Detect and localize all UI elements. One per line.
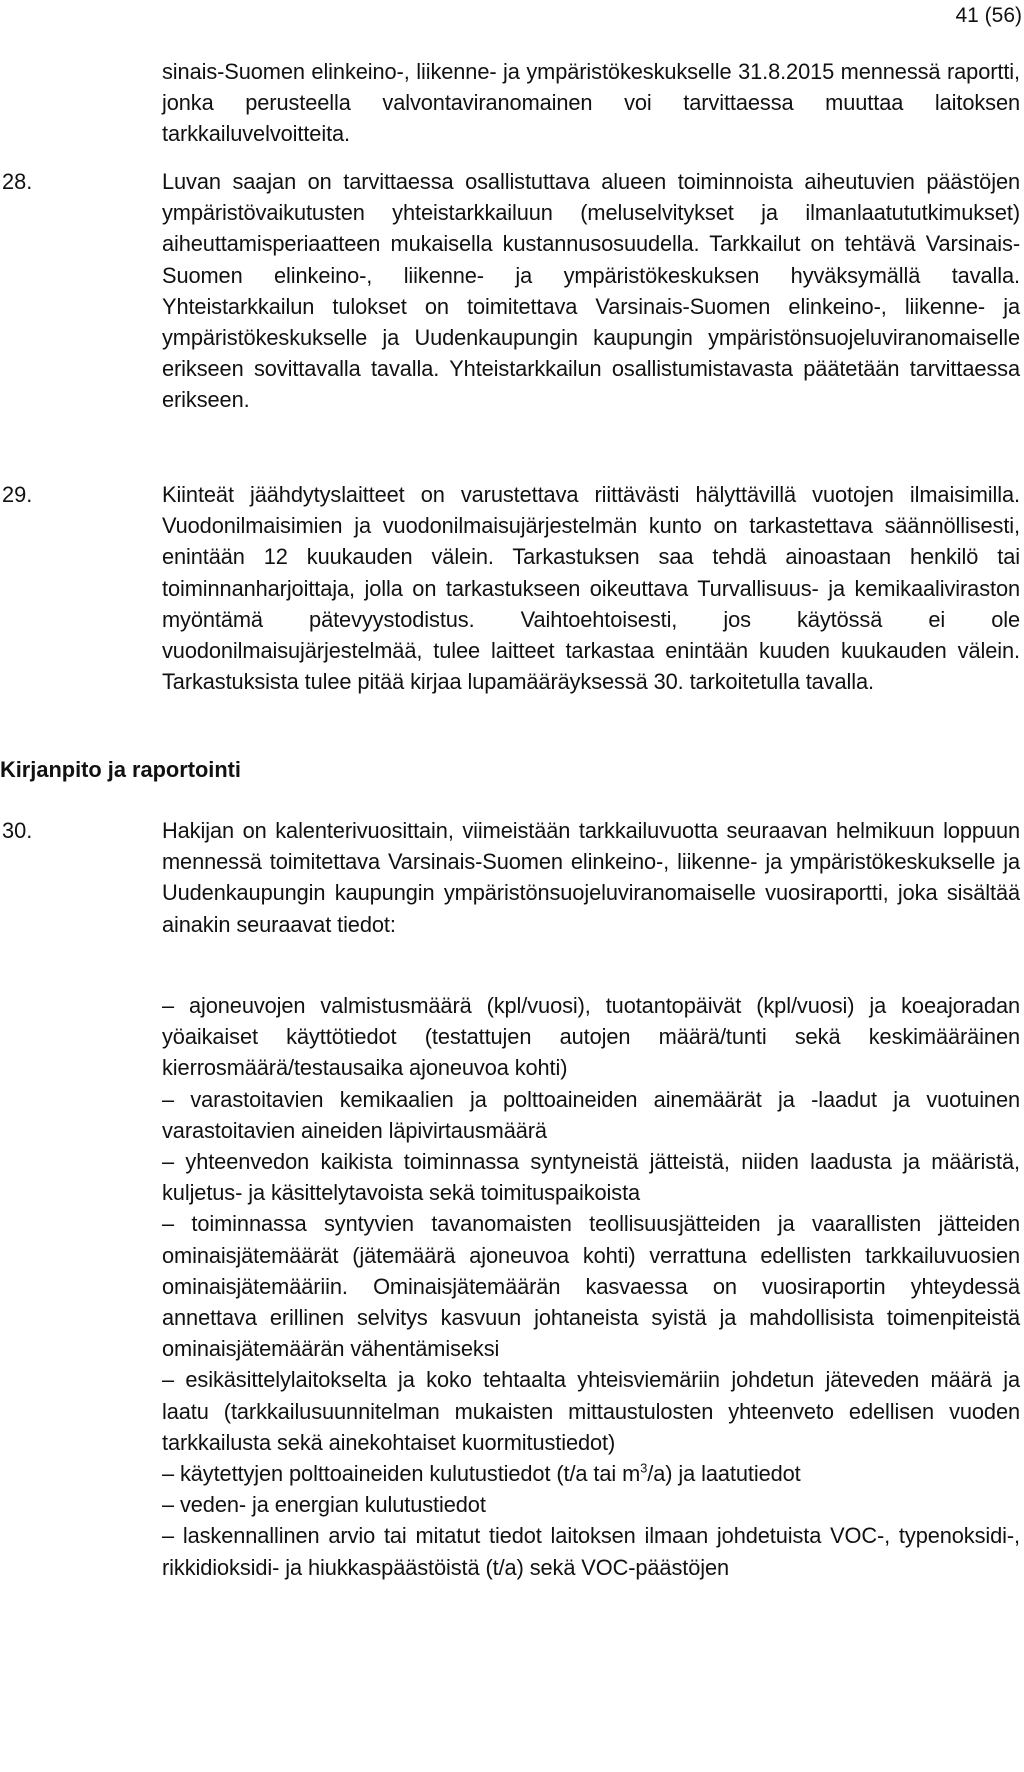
list-item: – varastoitavien kemikaalien ja polttoaineiden ainemäärät ja -laadut ja vuotuinen varastoitavien aineiden läpivirtausmäärä <box>162 1086 1020 1143</box>
list-item: – esikäsittelylaitokselta ja koko tehtaalta yhteisviemäriin johdetun jäteveden määrä ja laatu (tarkkailusuunnitelman mukaisten mittaustulosten yhteenveto edellisen vuoden tarkkailusta sekä ainekohtaiset kuormitustiedot) <box>162 1367 1020 1455</box>
list-item: – laskennallinen arvio tai mitatut tiedot laitoksen ilmaan johdetuista VOC-, typenoksidi-, rikkidioksidi- ja hiukkaspäästöistä (t/a) sekä VOC-päästöjen <box>162 1523 1020 1580</box>
list-item: – veden- ja energian kulutustiedot <box>162 1492 486 1518</box>
item-28-paragraph <box>162 166 1020 416</box>
page-number: 41 (56) <box>955 4 1022 27</box>
item-29-paragraph <box>162 479 1020 697</box>
item-29-number: 29. <box>2 482 33 507</box>
fuel-text-before: – käytettyjen polttoaineiden kulutustiedot (t/a tai m <box>162 1461 641 1487</box>
item-30-number: 30. <box>2 818 33 843</box>
item-30-paragraph <box>162 815 1020 940</box>
intro-paragraph <box>162 56 1020 150</box>
item-30-list <box>162 990 1020 1583</box>
intro-text: sinais-Suomen elinkeino-, liikenne- ja ympäristökeskukselle 31.8.2015 mennessä raportti, jonka perusteella valvontaviranomainen voi tarvittaessa muuttaa laitoksen tarkkailuvelvoitteita. <box>162 59 1020 147</box>
item-28-text: Luvan saajan on tarvittaessa osallistuttava alueen toiminnoista aiheutuvien päästöjen ympäristövaikutusten yhteistarkkailuun (meluselvitykset ja ilmanlaatututkimukset) aiheuttamisperiaatteen mukaisella kustannusosuudella. Tarkkailut on tehtävä Varsinais-Suomen elinkeino-, liikenne- ja ympäristökeskuksen hyväksymällä tavalla. Yhteistarkkailun tulokset on toimitettava Varsinais-Suomen elinkeino-, liikenne- ja ympäristökeskukselle ja Uudenkaupungin kaupungin ympäristönsuojeluviranomaiselle erikseen sovittavalla tavalla. Yhteistarkkailun osallistumistavasta päätetään tarvittaessa erikseen. <box>162 169 1020 413</box>
item-30-text: Hakijan on kalenterivuosittain, viimeistään tarkkailuvuotta seuraavan helmikuun loppuun mennessä toimitettava Varsinais-Suomen elinkeino-, liikenne- ja ympäristökeskukselle ja Uudenkaupungin kaupungin ympäristönsuojeluviranomaiselle vuosiraportti, joka sisältää ainakin seuraavat tiedot: <box>162 818 1020 937</box>
list-item: – ajoneuvojen valmistusmäärä (kpl/vuosi), tuotantopäivät (kpl/vuosi) ja koeajoradan yöaikaiset käyttötiedot (testattujen autojen määrä/tunti sekä keskimääräinen kierrosmäärä/testausaika ajoneuvoa kohti) <box>162 993 1020 1081</box>
fuel-text-after: /a) ja laatutiedot <box>647 1461 801 1487</box>
list-item-fuel <box>162 1458 1020 1489</box>
list-item: – yhteenvedon kaikista toiminnassa syntyneistä jätteistä, niiden laadusta ja määristä, kuljetus- ja käsittelytavoista sekä toimituspaikoista <box>162 1149 1020 1206</box>
list-item: – toiminnassa syntyvien tavanomaisten teollisuusjätteiden ja vaarallisten jätteiden ominaisjätemäärät (jätemäärä ajoneuvoa kohti) verrattuna edellisten tarkkailuvuosien ominaisjätemääriin. Ominaisjätemäärän kasvaessa on vuosiraportin yhteydessä annettava erillinen selvitys kasvuun johtaneista syistä ja mahdollisista toimenpiteistä ominaisjätemäärän vähentämiseksi <box>162 1211 1020 1362</box>
fuel-superscript: 3 <box>640 1460 648 1476</box>
section-heading: Kirjanpito ja raportointi <box>0 757 241 782</box>
item-28-number: 28. <box>2 169 33 194</box>
item-29-text: Kiinteät jäähdytyslaitteet on varustettava riittävästi hälyttävillä vuotojen ilmaisimilla. Vuodonilmaisimien ja vuodonilmaisujärjestelmän kunto on tarkastettava säännöllisesti, enintään 12 kuukauden välein. Tarkastuksen saa tehdä ainoastaan henkilö tai toiminnanharjoittaja, jolla on tarkastukseen oikeuttava Turvallisuus- ja kemikaaliviraston myöntämä pätevyystodistus. Vaihtoehtoisesti, jos käytössä ei ole vuodonilmaisujärjestelmää, tulee laitteet tarkastaa enintään kuuden kuukauden välein. Tarkastuksista tulee pitää kirjaa lupamääräyksessä 30. tarkoitetulla tavalla. <box>162 482 1020 695</box>
